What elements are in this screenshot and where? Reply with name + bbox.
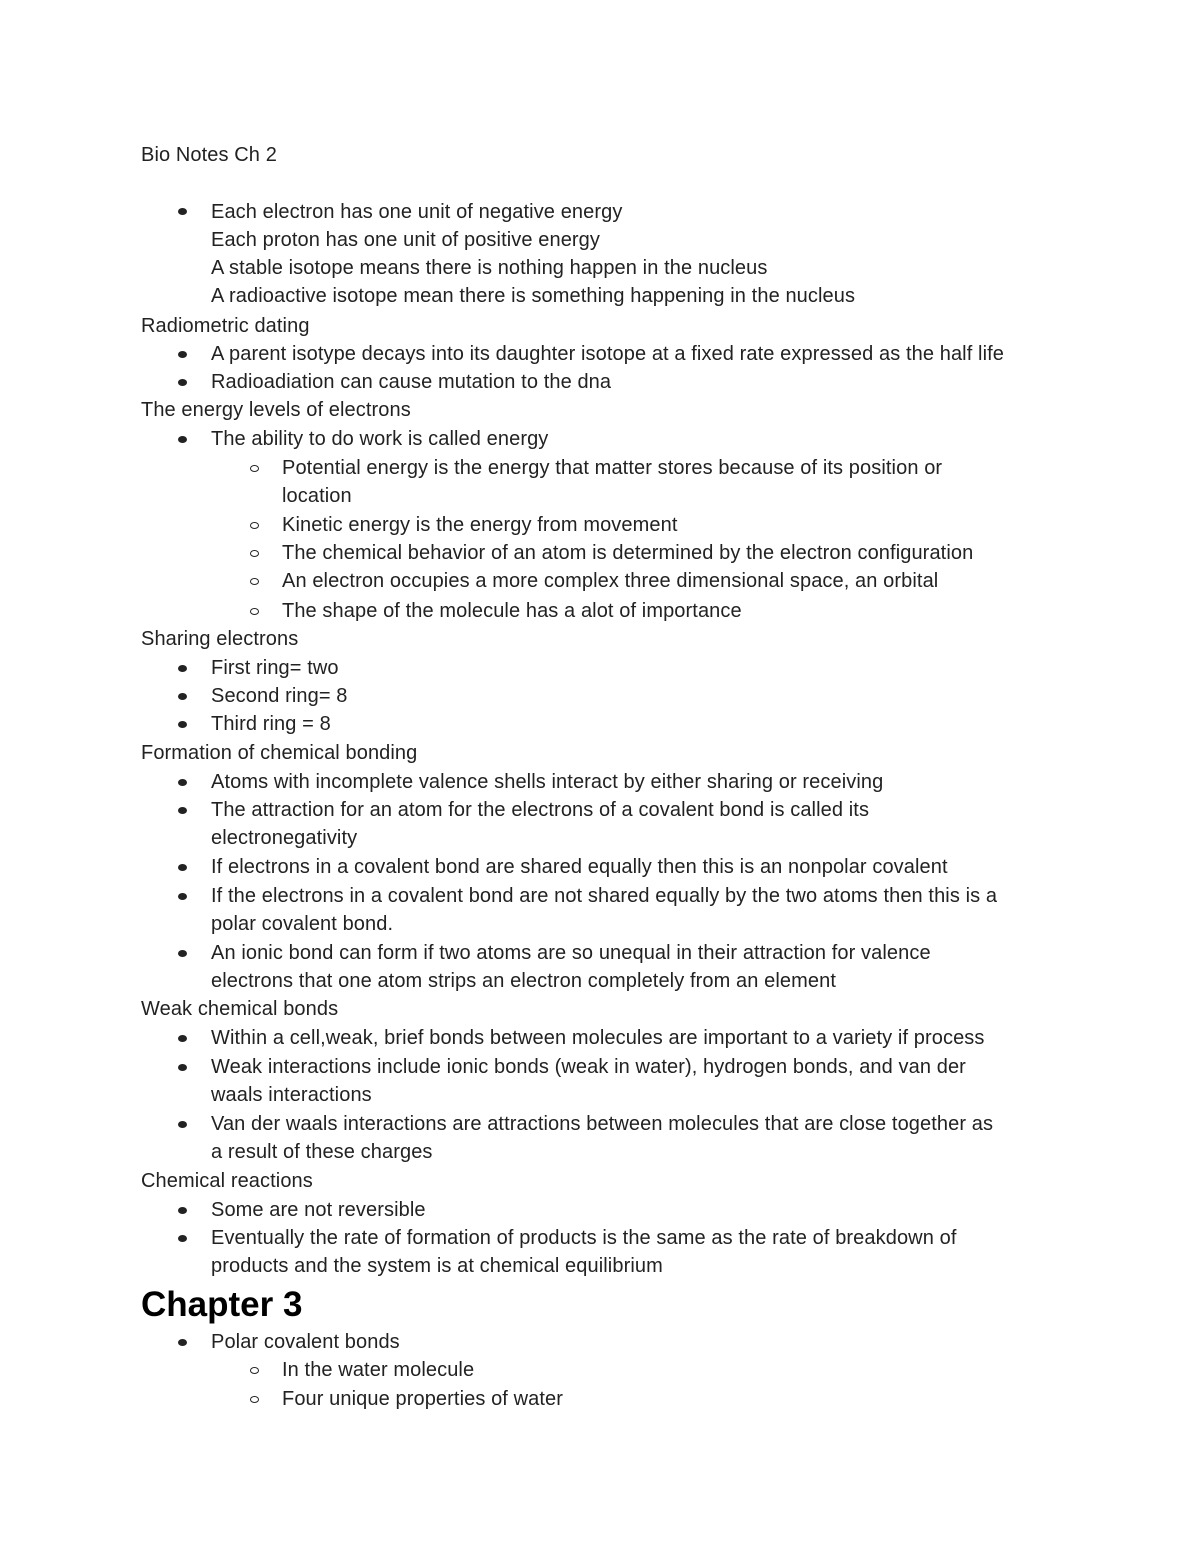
list-item-continuation: a result of these charges <box>211 1141 433 1163</box>
list-item-continuation: A radioactive isotope mean there is something happening in the nucleus <box>211 285 856 307</box>
list-item: Polar covalent bonds <box>211 1331 400 1353</box>
list-item-continuation: electronegativity <box>211 827 358 849</box>
list-item: Each electron has one unit of negative energy <box>211 201 623 223</box>
bullet-disc-icon <box>178 1035 187 1042</box>
bullet-circle-icon <box>250 550 259 557</box>
sub-list-item: The shape of the molecule has a alot of importance <box>282 600 742 622</box>
bullet-disc-icon <box>178 1064 187 1071</box>
bullet-circle-icon <box>250 578 259 585</box>
list-item-continuation: waals interactions <box>211 1084 372 1106</box>
bullet-circle-icon <box>250 608 259 615</box>
list-item: Van der waals interactions are attractions between molecules that are close together as <box>211 1113 994 1135</box>
bullet-disc-icon <box>178 436 187 443</box>
bullet-disc-icon <box>178 721 187 728</box>
section-heading-radiometric: Radiometric dating <box>141 315 310 337</box>
bullet-circle-icon <box>250 465 259 472</box>
bullet-disc-icon <box>178 1121 187 1128</box>
bullet-circle-icon <box>250 522 259 529</box>
list-item: Some are not reversible <box>211 1199 426 1221</box>
section-heading-sharing: Sharing electrons <box>141 628 299 650</box>
section-heading-reactions: Chemical reactions <box>141 1170 313 1192</box>
list-item: A parent isotype decays into its daughter isotope at a fixed rate expressed as the half life <box>211 343 1005 365</box>
bullet-disc-icon <box>178 807 187 814</box>
sub-list-item-continuation: location <box>282 485 352 507</box>
list-item: If electrons in a covalent bond are shared equally then this is an nonpolar covalent <box>211 856 948 878</box>
bullet-disc-icon <box>178 665 187 672</box>
bullet-disc-icon <box>178 1339 187 1346</box>
chapter-heading: Chapter 3 <box>141 1285 303 1324</box>
bullet-disc-icon <box>178 1235 187 1242</box>
list-item-continuation: electrons that one atom strips an electron completely from an element <box>211 970 836 992</box>
list-item: Atoms with incomplete valence shells interact by either sharing or receiving <box>211 771 884 793</box>
bullet-circle-icon <box>250 1396 259 1403</box>
list-item-continuation: polar covalent bond. <box>211 913 394 935</box>
sub-list-item: Kinetic energy is the energy from movement <box>282 514 678 536</box>
section-heading-weak-bonds: Weak chemical bonds <box>141 998 339 1020</box>
bullet-disc-icon <box>178 693 187 700</box>
sub-list-item: Four unique properties of water <box>282 1388 564 1410</box>
list-item: Radioadiation can cause mutation to the dna <box>211 371 612 393</box>
list-item: Third ring = 8 <box>211 713 331 735</box>
bullet-circle-icon <box>250 1367 259 1374</box>
bullet-disc-icon <box>178 351 187 358</box>
bullet-disc-icon <box>178 1207 187 1214</box>
sub-list-item: Potential energy is the energy that matter stores because of its position or <box>282 457 943 479</box>
list-item-continuation: products and the system is at chemical equilibrium <box>211 1255 663 1277</box>
bullet-disc-icon <box>178 208 187 215</box>
list-item: First ring= two <box>211 657 339 679</box>
list-item: An ionic bond can form if two atoms are so unequal in their attraction for valence <box>211 942 931 964</box>
list-item-continuation: A stable isotope means there is nothing happen in the nucleus <box>211 257 768 279</box>
bullet-disc-icon <box>178 779 187 786</box>
document-title: Bio Notes Ch 2 <box>141 144 277 166</box>
section-heading-energy-levels: The energy levels of electrons <box>141 399 411 421</box>
bullet-disc-icon <box>178 950 187 957</box>
list-item: The ability to do work is called energy <box>211 428 549 450</box>
sub-list-item: An electron occupies a more complex three dimensional space, an orbital <box>282 570 939 592</box>
list-item-continuation: Each proton has one unit of positive energy <box>211 229 600 251</box>
list-item: Weak interactions include ionic bonds (weak in water), hydrogen bonds, and van der <box>211 1056 966 1078</box>
sub-list-item: The chemical behavior of an atom is determined by the electron configuration <box>282 542 974 564</box>
list-item: Within a cell,weak, brief bonds between molecules are important to a variety if process <box>211 1027 985 1049</box>
list-item: Second ring= 8 <box>211 685 348 707</box>
bullet-disc-icon <box>178 893 187 900</box>
bullet-disc-icon <box>178 379 187 386</box>
list-item: If the electrons in a covalent bond are not shared equally by the two atoms then this is a <box>211 885 998 907</box>
bullet-disc-icon <box>178 864 187 871</box>
section-heading-bonding: Formation of chemical bonding <box>141 742 418 764</box>
list-item: The attraction for an atom for the electrons of a covalent bond is called its <box>211 799 870 821</box>
sub-list-item: In the water molecule <box>282 1359 475 1381</box>
list-item: Eventually the rate of formation of products is the same as the rate of breakdown of <box>211 1227 957 1249</box>
